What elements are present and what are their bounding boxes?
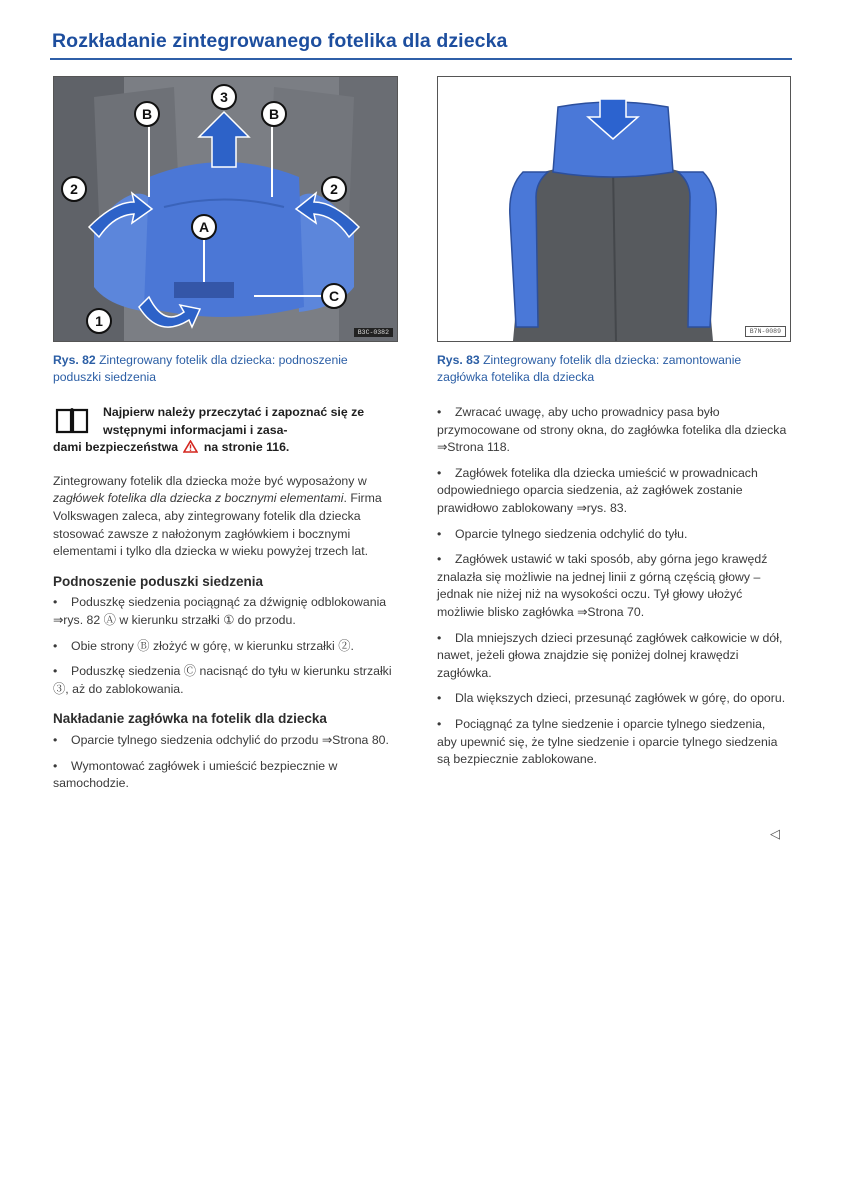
note-line-1: Najpierw należy przeczytać i zapoznać się ze wstępnymi informacjami i zasa- bbox=[103, 405, 365, 437]
section-heading: Nakładanie zagłówka na fotelik dla dziecka bbox=[53, 711, 327, 727]
list-item-text: Dla mniejszych dzieci przesunąć zagłówek całkowicie w dół, nawet, jeżeli głowa znajdzie się poniżej dolnej krawędzi zagłówka. bbox=[437, 630, 783, 680]
list-item-text: Zwracać uwagę, aby ucho prowadnicy pasa było przymocowane od strony okna, do zagłówka fotelika dla dziecka ⇒Strona 118. bbox=[437, 405, 787, 455]
list-item bbox=[53, 663, 398, 698]
bullet-dot: • bbox=[437, 552, 442, 567]
list-item bbox=[437, 404, 787, 457]
section-heading: Podnoszenie poduszki siedzenia bbox=[53, 573, 264, 589]
bullet-dot: • bbox=[53, 638, 58, 653]
bullet-dot: • bbox=[437, 465, 442, 480]
book-icon bbox=[55, 406, 89, 434]
list-item-text: Dla większych dzieci, przesunąć zagłówek w górę, do oporu. bbox=[455, 691, 786, 706]
marker-2-left: 2 bbox=[70, 181, 78, 197]
note-link[interactable]: na stronie 116. bbox=[203, 440, 290, 455]
intro-emphasis: zagłówek fotelika dla dziecka z bocznymi elementami bbox=[53, 491, 344, 506]
marker-2-right: 2 bbox=[330, 181, 338, 197]
list-item-text: Poduszkę siedzenia pociągnąć za dźwignię odblokowania ⇒rys. 82 Ⓐ w kierunku strzałki ① do przodu. bbox=[53, 595, 387, 627]
caption-text: Zintegrowany fotelik dla dziecka: zamontowanie zagłówka fotelika dla dziecka bbox=[437, 353, 742, 384]
list-item bbox=[53, 638, 398, 656]
marker-c: C bbox=[328, 288, 340, 304]
marker-a: A bbox=[198, 219, 210, 235]
bullet-dot: • bbox=[437, 716, 442, 731]
safety-note bbox=[53, 404, 398, 457]
bullet-dot: • bbox=[437, 405, 442, 419]
page-title: Rozkładanie zintegrowanego fotelika dla dziecka bbox=[52, 30, 508, 52]
list-item bbox=[437, 716, 787, 769]
list-item bbox=[437, 630, 787, 683]
bullet-dot: • bbox=[437, 691, 442, 706]
headrest-illustration bbox=[438, 77, 790, 341]
marker-1: 1 bbox=[95, 313, 103, 329]
intro-text-2: . Firma Volkswagen zaleca, aby zintegrowany fotelik dla dziecka stosować zawsze z nałożonym zagłówkiem i bocznymi elementami i tylko dla dziecka w wieku powyżej trzech lat. bbox=[53, 491, 382, 559]
figure-83-caption bbox=[437, 352, 792, 386]
left-column bbox=[53, 404, 398, 801]
list-item-text: Oparcie tylnego siedzenia odchylić do przodu ⇒Strona 80. bbox=[71, 732, 389, 747]
list-item bbox=[53, 732, 398, 750]
list-item bbox=[437, 465, 787, 518]
list-item-text: Oparcie tylnego siedzenia odchylić do tyłu. bbox=[455, 526, 688, 541]
intro-paragraph bbox=[53, 473, 398, 561]
warning-triangle-icon bbox=[183, 440, 198, 453]
title-rule bbox=[50, 58, 792, 60]
caption-label: Rys. 82 bbox=[53, 353, 96, 367]
section-end-icon: ◁ bbox=[770, 826, 780, 841]
list-item bbox=[437, 551, 787, 621]
bullet-dot: • bbox=[437, 526, 442, 541]
list-item-text: Pociągnąć za tylne siedzenie i oparcie tylnego siedzenia, aby upewnić się, że tylne siedzenie i oparcie tylnego siedzenia są bezpiecznie zablokowane. bbox=[437, 716, 778, 767]
list-item bbox=[437, 690, 787, 708]
bullet-dot: • bbox=[53, 664, 58, 679]
marker-3: 3 bbox=[220, 89, 228, 105]
list-item bbox=[53, 758, 398, 793]
figure-82 bbox=[53, 76, 398, 342]
figure-code: B7N-0089 bbox=[745, 326, 786, 337]
bullet-dot: • bbox=[53, 758, 58, 773]
list-item-text: Wymontować zagłówek i umieścić bezpiecznie w samochodzie. bbox=[53, 758, 338, 791]
caption-text: Zintegrowany fotelik dla dziecka: podnoszenie poduszki siedzenia bbox=[53, 353, 348, 384]
figure-83 bbox=[437, 76, 791, 342]
bullet-dot: • bbox=[53, 732, 58, 747]
list-item bbox=[437, 526, 787, 544]
seat-cushion-illustration bbox=[54, 77, 397, 341]
intro-text-1: Zintegrowany fotelik dla dziecka może być wyposażony w bbox=[53, 473, 367, 488]
list-item-text: Zagłówek fotelika dla dziecka umieścić w prowadnicach odpowiedniego oparcia siedzenia, aż zagłówek zostanie prawidłowo zablokowany ⇒rys. 83. bbox=[437, 465, 758, 515]
list-item-text: Obie strony Ⓑ złożyć w górę, w kierunku strzałki ②. bbox=[71, 638, 354, 653]
list-item bbox=[53, 594, 398, 629]
figure-82-caption bbox=[53, 352, 398, 386]
bullet-dot: • bbox=[437, 630, 442, 645]
list-item-text: Poduszkę siedzenia Ⓒ nacisnąć do tyłu w kierunku strzałki ③, aż do zablokowania. bbox=[53, 664, 392, 696]
marker-b-left: B bbox=[141, 106, 153, 122]
figure-code: B3C-0382 bbox=[354, 328, 393, 337]
right-column bbox=[437, 404, 787, 777]
bullet-dot: • bbox=[53, 595, 58, 610]
list-item-text: Zagłówek ustawić w taki sposób, aby górna jego krawędź znalazła się możliwie na jednej linii z górną częścią głowy – jednak nie niżej niż na wysokości oczu. Tył głowy ułożyć możliwie blisko zagłówka ⇒Strona 70. bbox=[437, 552, 768, 619]
caption-label: Rys. 83 bbox=[437, 353, 480, 367]
note-line-2: dami bezpieczeństwa bbox=[53, 440, 179, 455]
marker-b-right: B bbox=[268, 106, 280, 122]
